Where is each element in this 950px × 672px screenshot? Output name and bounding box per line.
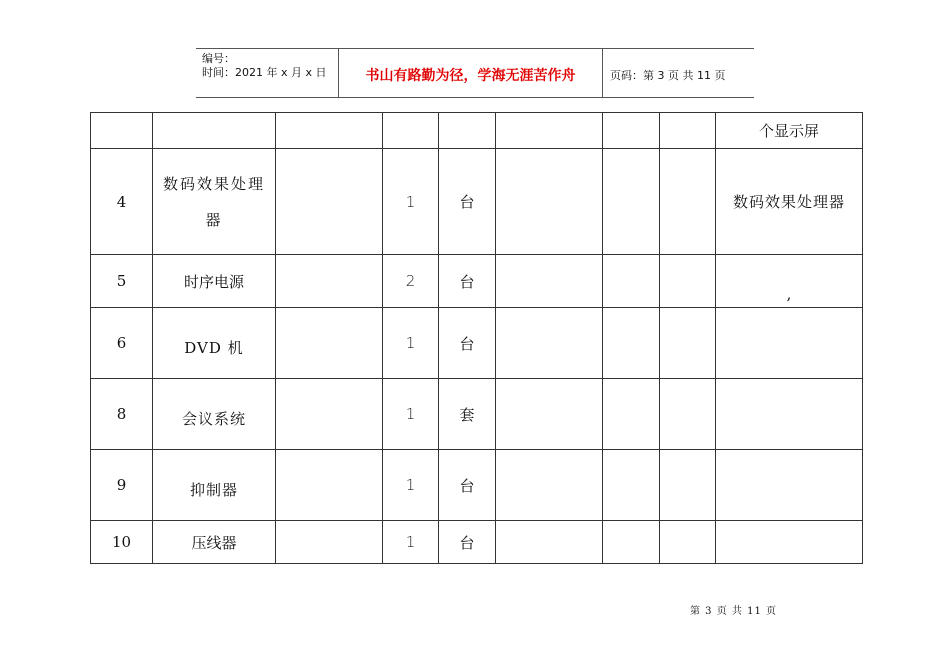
empty-cell [496, 149, 603, 255]
empty-cell [660, 308, 716, 379]
empty-cell [603, 149, 660, 255]
remark-cell [716, 379, 863, 450]
item-name-label: 抑制器 [189, 480, 238, 499]
empty-cell [660, 113, 716, 149]
header-divider [602, 49, 603, 97]
empty-cell [660, 379, 716, 450]
spec-cell [276, 149, 383, 255]
table-row [91, 149, 863, 255]
page-footer: 第 3 页 共 11 页 [690, 606, 777, 617]
equipment-table [90, 112, 863, 564]
quantity-cell: 1 [383, 149, 439, 255]
remark-cell [716, 308, 863, 379]
empty-cell [603, 255, 660, 308]
row-number-cell [91, 113, 153, 149]
spec-cell [276, 308, 383, 379]
empty-cell [603, 521, 660, 564]
remark-cell: 数码效果处理器 [716, 149, 863, 255]
item-name-line: 数码效果处理 [162, 174, 265, 193]
quantity-cell: 1 [383, 450, 439, 521]
empty-cell [660, 255, 716, 308]
document-header [196, 48, 754, 98]
spec-cell [276, 521, 383, 564]
item-name-cell [153, 308, 276, 379]
unit-cell: 套 [439, 379, 496, 450]
empty-cell [603, 379, 660, 450]
unit-cell: 台 [439, 149, 496, 255]
spec-cell [276, 450, 383, 521]
empty-cell [496, 308, 603, 379]
item-name-cell: 时序电源 [153, 255, 276, 308]
remark-cell: , [716, 255, 863, 308]
row-number-cell: 5 [91, 255, 153, 308]
spec-cell [276, 379, 383, 450]
table-row [91, 521, 863, 564]
empty-cell [496, 450, 603, 521]
remark-cell [716, 450, 863, 521]
row-number-cell: 10 [91, 521, 153, 564]
row-number-cell: 8 [91, 379, 153, 450]
header-motto: 书山有路勤为径，学海无涯苦作舟 [365, 68, 576, 84]
item-name-cell [153, 149, 276, 255]
quantity-cell: 2 [383, 255, 439, 308]
item-name-label: 会议系统 [181, 409, 246, 428]
unit-cell [439, 113, 496, 149]
item-name-cell: 压线器 [153, 521, 276, 564]
row-number-cell: 4 [91, 149, 153, 255]
empty-cell [603, 450, 660, 521]
empty-cell [603, 113, 660, 149]
quantity-cell: 1 [383, 521, 439, 564]
row-number-cell: 6 [91, 308, 153, 379]
empty-cell [496, 113, 603, 149]
item-name-cell [153, 450, 276, 521]
empty-cell [660, 521, 716, 564]
empty-cell [660, 149, 716, 255]
unit-cell: 台 [439, 521, 496, 564]
item-name-label: DVD 机 [184, 338, 244, 357]
quantity-cell [383, 113, 439, 149]
unit-cell: 台 [439, 450, 496, 521]
remark-cell [716, 521, 863, 564]
header-page-number: 页码：第 3 页 共 11 页 [610, 69, 726, 82]
empty-cell [660, 450, 716, 521]
item-name-cell [153, 379, 276, 450]
table-row [91, 255, 863, 308]
table-row [91, 308, 863, 379]
quantity-cell: 1 [383, 308, 439, 379]
item-name-line: 器 [205, 210, 223, 229]
empty-cell [496, 521, 603, 564]
table-row [91, 450, 863, 521]
empty-cell [603, 308, 660, 379]
item-name-cell [153, 113, 276, 149]
document-number-label: 编号： [202, 52, 235, 65]
table-row [91, 113, 863, 149]
spec-cell [276, 255, 383, 308]
table-row [91, 379, 863, 450]
quantity-cell: 1 [383, 379, 439, 450]
row-number-cell: 9 [91, 450, 153, 521]
remark-cell: 个显示屏 [716, 113, 863, 149]
document-date: 时间：2021 年 x 月 x 日 [202, 66, 327, 79]
unit-cell: 台 [439, 308, 496, 379]
spec-cell [276, 113, 383, 149]
unit-cell: 台 [439, 255, 496, 308]
empty-cell [496, 379, 603, 450]
empty-cell [496, 255, 603, 308]
